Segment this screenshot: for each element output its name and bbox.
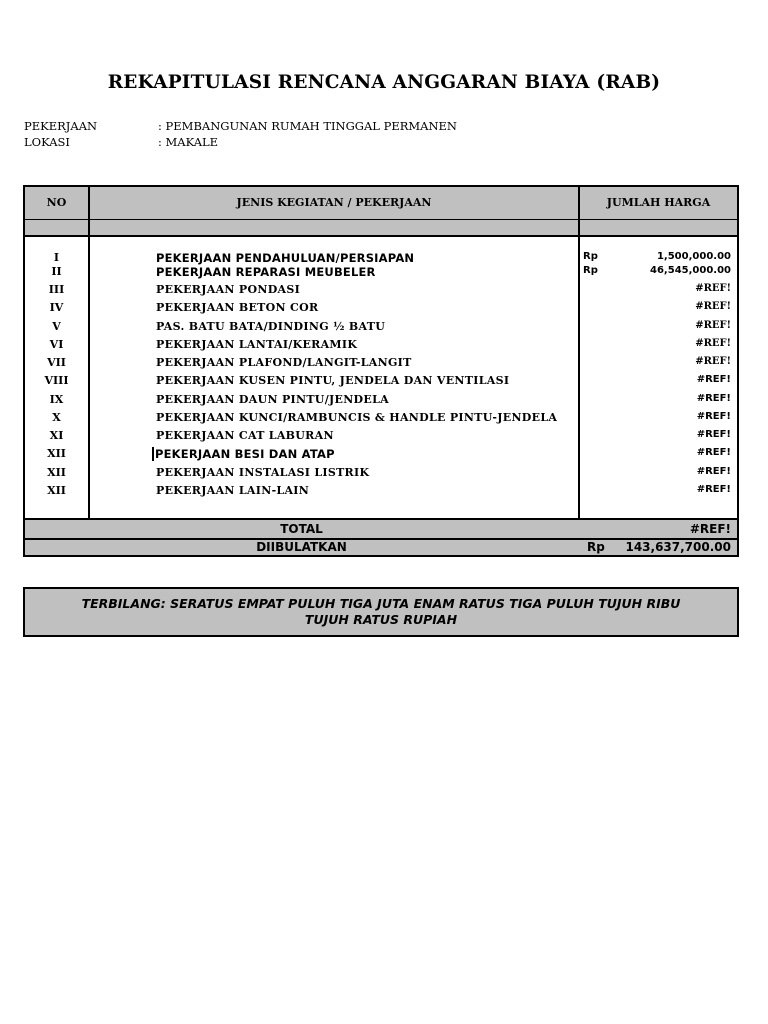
row-amount: #REF!	[696, 484, 731, 495]
rounded-row	[25, 540, 737, 556]
table-row	[25, 356, 737, 374]
row-work-item: PEKERJAAN INSTALASI LISTRIK	[156, 466, 370, 479]
rounded-currency: Rp	[587, 539, 605, 554]
row-amount: #REF!	[696, 411, 731, 422]
row-number: VIII	[44, 374, 69, 387]
table-row	[25, 429, 737, 447]
meta-value: : MAKALE	[158, 135, 219, 149]
rab-table	[23, 185, 739, 557]
row-amount: 46,545,000.00	[650, 265, 731, 276]
row-number: XII	[47, 466, 66, 479]
row-work-item-text: PEKERJAAN BESI DAN ATAP	[155, 447, 335, 461]
row-work-item: PEKERJAAN PONDASI	[156, 283, 301, 296]
row-work-item: PEKERJAAN PENDAHULUAN/PERSIAPAN	[156, 251, 415, 265]
terbilang-box	[23, 587, 739, 637]
row-number: I	[53, 251, 60, 264]
row-work-item: PAS. BATU BATA/DINDING ½ BATU	[156, 320, 386, 333]
row-number: VII	[47, 356, 66, 369]
row-amount: #REF!	[695, 283, 731, 294]
terbilang-line-1: TERBILANG: SERATUS EMPAT PULUH TIGA JUTA ENAM RATUS TIGA PULUH TUJUH RIBU	[81, 596, 681, 611]
row-amount: #REF!	[695, 301, 731, 312]
text-cursor	[152, 447, 154, 461]
row-work-item: PEKERJAAN CAT LABURAN	[156, 429, 334, 442]
table-header-spacer	[25, 219, 737, 237]
table-row	[25, 338, 737, 356]
row-work-item: PEKERJAAN LAIN-LAIN	[156, 484, 310, 497]
row-number: II	[51, 265, 62, 278]
document-title: REKAPITULASI RENCANA ANGGARAN BIAYA (RAB)	[107, 72, 661, 93]
table-row	[25, 265, 737, 283]
table-row	[25, 393, 737, 411]
meta-label: LOKASI	[24, 135, 70, 149]
row-number: X	[52, 411, 61, 424]
terbilang-line-2: TUJUH RATUS RUPIAH	[304, 612, 458, 627]
row-number: III	[48, 283, 65, 296]
header-jumlah: JUMLAH HARGA	[606, 196, 711, 209]
table-row	[25, 320, 737, 338]
row-amount: #REF!	[696, 466, 731, 477]
row-amount: #REF!	[696, 393, 731, 404]
total-amount: #REF!	[689, 522, 731, 536]
table-row	[25, 484, 737, 502]
row-amount: #REF!	[696, 429, 731, 440]
table-row	[25, 283, 737, 301]
row-number: XI	[49, 429, 64, 442]
rounded-amount: 143,637,700.00	[625, 539, 731, 554]
rounded-label: DIIBULATKAN	[256, 539, 347, 554]
table-row	[25, 466, 737, 484]
row-number: IX	[49, 393, 64, 406]
row-work-item: PEKERJAAN BETON COR	[156, 301, 319, 314]
row-number: VI	[49, 338, 64, 351]
row-work-item: PEKERJAAN PLAFOND/LANGIT-LANGIT	[156, 356, 412, 369]
row-work-item: PEKERJAAN KUSEN PINTU, JENDELA DAN VENTILASI	[156, 374, 510, 387]
row-amount: #REF!	[695, 356, 731, 367]
header-no: NO	[46, 196, 67, 209]
total-label: TOTAL	[280, 522, 323, 536]
row-number: XII	[47, 484, 66, 497]
row-work-item: PEKERJAAN DAUN PINTU/JENDELA	[156, 393, 389, 406]
total-row	[25, 520, 737, 539]
row-amount: #REF!	[696, 447, 731, 458]
table-row	[25, 374, 737, 392]
header-jenis: JENIS KEGIATAN / PEKERJAAN	[236, 196, 432, 209]
row-amount: #REF!	[695, 338, 731, 349]
row-work-item: PEKERJAAN LANTAI/KERAMIK	[156, 338, 358, 351]
table-row	[25, 301, 737, 319]
row-number: IV	[49, 301, 64, 314]
table-row	[25, 411, 737, 429]
row-amount: #REF!	[695, 320, 731, 331]
row-amount: 1,500,000.00	[656, 251, 731, 262]
row-number: V	[52, 320, 61, 333]
row-currency: Rp	[583, 265, 598, 276]
table-row	[25, 447, 737, 465]
row-number: XII	[47, 447, 66, 460]
row-work-item: PEKERJAAN REPARASI MEUBELER	[156, 265, 376, 279]
meta-label: PEKERJAAN	[24, 119, 98, 133]
meta-value: : PEMBANGUNAN RUMAH TINGGAL PERMANEN	[158, 119, 457, 133]
row-work-item: PEKERJAAN KUNCI/RAMBUNCIS & HANDLE PINTU-JENDELA	[156, 411, 558, 424]
row-work-item	[152, 447, 335, 461]
row-currency: Rp	[583, 251, 598, 262]
row-amount: #REF!	[696, 374, 731, 385]
